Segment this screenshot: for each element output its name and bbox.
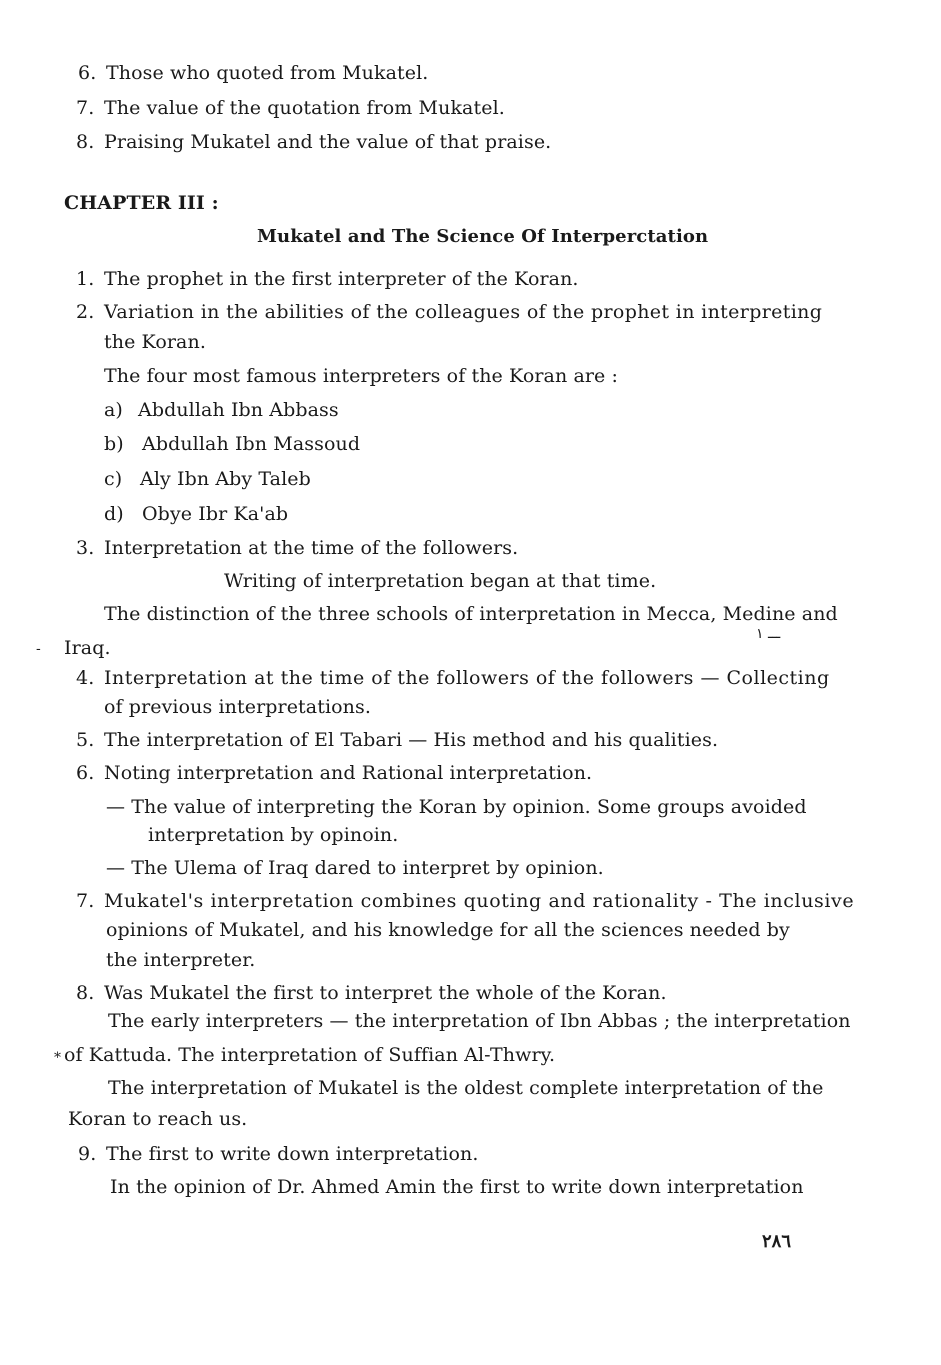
paragraph-continued: Iraq.: [64, 637, 111, 659]
dash-item: — The value of interpreting the Koran by opinion. Some groups avoided: [106, 796, 807, 818]
list-item: [76, 300, 822, 324]
item-text: The interpretation of El Tabari — His method and his qualities.: [104, 729, 719, 751]
item-text-continued: the Koran.: [104, 331, 206, 353]
paragraph: The interpretation of Mukatel is the oldest complete interpretation of the: [108, 1077, 824, 1099]
list-item: [76, 889, 854, 913]
page-number: ٢٨٦: [762, 1231, 792, 1252]
sub-text: Aly Ibn Aby Taleb: [140, 468, 311, 490]
item-number: 2.: [76, 301, 95, 323]
list-item: [76, 728, 718, 752]
item-text-continued: the interpreter.: [106, 949, 256, 971]
item-text: Interpretation at the time of the followers.: [104, 537, 519, 559]
item-text: Praising Mukatel and the value of that praise.: [104, 131, 552, 153]
item-number: 4.: [76, 667, 95, 689]
paragraph: Writing of interpretation began at that time.: [224, 570, 657, 592]
list-item: [76, 761, 592, 785]
item-number: 8.: [76, 131, 95, 153]
sub-list-item: [104, 467, 311, 491]
paragraph: In the opinion of Dr. Ahmed Amin the first to write down interpretation: [110, 1176, 804, 1198]
item-number: 7.: [76, 97, 95, 119]
chapter-heading: CHAPTER III :: [64, 192, 219, 214]
item-text: Noting interpretation and Rational interpretation.: [104, 762, 593, 784]
list-item: [78, 61, 428, 85]
margin-mark: *: [54, 1050, 62, 1066]
sub-text: Obye Ibr Ka'ab: [142, 503, 289, 525]
margin-mark: ـــ ١: [756, 626, 781, 642]
dash-item: — The Ulema of Iraq dared to interpret by opinion.: [106, 857, 604, 879]
sub-list-item: [104, 502, 288, 526]
list-item: [76, 666, 830, 690]
item-text: Mukatel's interpretation combines quoting and rationality - The inclusive: [104, 890, 855, 912]
sub-letter: a): [104, 399, 123, 421]
paragraph-continued: Koran to reach us.: [68, 1108, 248, 1130]
item-number: 1.: [76, 268, 95, 290]
sub-letter: c): [104, 468, 123, 490]
item-text-continued: of previous interpretations.: [104, 696, 371, 718]
item-text: Was Mukatel the first to interpret the whole of the Koran.: [104, 982, 667, 1004]
sub-letter: d): [104, 503, 124, 525]
item-number: 7.: [76, 890, 95, 912]
paragraph: The four most famous interpreters of the Koran are :: [104, 365, 619, 387]
item-text: The prophet in the first interpreter of the Koran.: [104, 268, 579, 290]
item-text: The first to write down interpretation.: [106, 1143, 479, 1165]
dash-item-continued: interpretation by opinoin.: [148, 824, 399, 846]
item-number: 3.: [76, 537, 95, 559]
list-item: [78, 1142, 478, 1166]
item-number: 6.: [76, 762, 95, 784]
paragraph: The early interpreters — the interpretation of Ibn Abbas ; the interpretation: [108, 1010, 851, 1032]
chapter-subtitle: Mukatel and The Science Of Interperctation: [257, 226, 709, 247]
sub-text: Abdullah Ibn Massoud: [142, 433, 361, 455]
item-number: 8.: [76, 982, 95, 1004]
item-text: Those who quoted from Mukatel.: [106, 62, 429, 84]
sub-list-item: [104, 432, 360, 456]
paragraph: The distinction of the three schools of interpretation in Mecca, Medine and: [104, 603, 838, 625]
sub-text: Abdullah Ibn Abbass: [138, 399, 339, 421]
list-item: [76, 96, 505, 120]
margin-mark: -: [36, 641, 41, 657]
item-number: 5.: [76, 729, 95, 751]
item-text-continued: opinions of Mukatel, and his knowledge for all the sciences needed by: [106, 919, 790, 941]
sub-letter: b): [104, 433, 124, 455]
paragraph-continued: of Kattuda. The interpretation of Suffian Al-Thwry.: [64, 1044, 556, 1066]
item-number: 9.: [78, 1143, 97, 1165]
item-text: Interpretation at the time of the followers of the followers — Collecting: [104, 667, 830, 689]
list-item: [76, 536, 518, 560]
sub-list-item: [104, 398, 339, 422]
list-item: [76, 267, 579, 291]
item-number: 6.: [78, 62, 97, 84]
item-text: Variation in the abilities of the colleagues of the prophet in interpreting: [104, 301, 823, 323]
list-item: [76, 130, 551, 154]
item-text: The value of the quotation from Mukatel.: [104, 97, 505, 119]
list-item: [76, 981, 667, 1005]
